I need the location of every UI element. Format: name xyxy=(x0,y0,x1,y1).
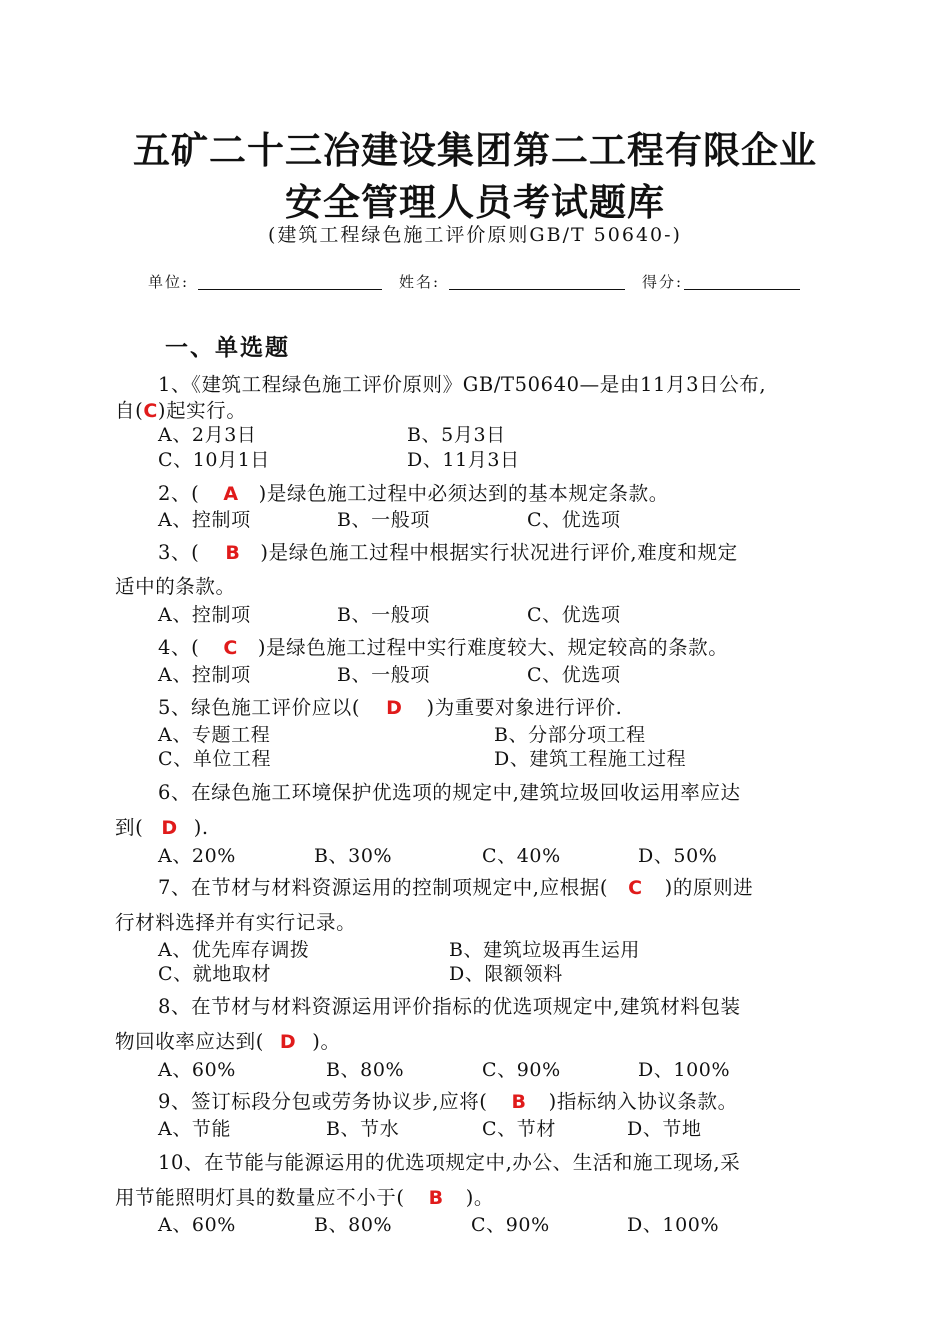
option-b: B、80% xyxy=(326,1059,405,1081)
answer-mark: C xyxy=(143,400,158,422)
answer-mark: D xyxy=(161,817,178,839)
option-c: C、单位工程 xyxy=(158,748,272,770)
option-c: C、10月1日 xyxy=(158,449,271,471)
option-b: B、分部分项工程 xyxy=(494,724,646,746)
answer-mark: B xyxy=(225,542,241,564)
option-d: D、50% xyxy=(638,845,718,867)
option-c: C、40% xyxy=(482,845,561,867)
answer-mark: D xyxy=(279,1031,297,1053)
answer-mark: B xyxy=(511,1091,527,1113)
option-a: A、60% xyxy=(158,1059,236,1081)
option-b: B、建筑垃圾再生运用 xyxy=(449,939,640,961)
option-a: A、20% xyxy=(158,845,236,867)
option-a: A、控制项 xyxy=(158,664,251,686)
question-3-continuation: 适中的条款。 xyxy=(115,575,236,598)
option-b: B、一般项 xyxy=(337,664,430,686)
option-a: A、节能 xyxy=(158,1118,232,1140)
option-c: C、优选项 xyxy=(527,509,621,531)
question-4-stem: 4、( C )是绿色施工过程中实行难度较大、规定较高的条款。 xyxy=(158,636,729,659)
name-label: 姓名: xyxy=(399,273,441,291)
option-d: D、建筑工程施工过程 xyxy=(494,748,687,770)
question-10-stem: 10、在节能与能源运用的优选项规定中,办公、生活和施工现场,采 xyxy=(158,1151,741,1174)
answer-mark: A xyxy=(223,483,239,505)
question-9-stem: 9、签订标段分包或劳务协议步,应将( B )指标纳入协议条款。 xyxy=(158,1090,738,1113)
question-8-continuation: 物回收率应达到( D )。 xyxy=(115,1030,341,1053)
answer-mark: C xyxy=(223,637,238,659)
question-2-stem: 2、( A )是绿色施工过程中必须达到的基本规定条款。 xyxy=(158,482,669,505)
option-d: D、限额领料 xyxy=(449,963,563,985)
option-d: D、100% xyxy=(638,1059,731,1081)
option-c: C、90% xyxy=(482,1059,561,1081)
option-b: B、节水 xyxy=(326,1118,400,1140)
option-d: D、11月3日 xyxy=(407,449,520,471)
option-b: B、5月3日 xyxy=(407,424,506,446)
section-heading: 一、单选题 xyxy=(165,334,290,361)
standard-reference: (建筑工程绿色施工评价原则GB/T 50640-) xyxy=(268,224,682,246)
option-a: A、优先库存调拨 xyxy=(158,939,310,961)
document-subtitle-title: 安全管理人员考试题库 xyxy=(285,180,665,224)
option-c: C、优选项 xyxy=(527,664,621,686)
question-7-continuation: 行材料选择并有实行记录。 xyxy=(115,911,357,934)
name-field[interactable] xyxy=(449,289,625,290)
option-a: A、控制项 xyxy=(158,509,251,531)
score-label: 得分: xyxy=(642,273,684,291)
option-a: A、60% xyxy=(158,1214,236,1236)
question-6-continuation: 到( D ). xyxy=(115,816,209,839)
answer-mark: C xyxy=(628,877,643,899)
question-7-stem: 7、在节材与材料资源运用的控制项规定中,应根据( C )的原则进 xyxy=(158,876,754,899)
option-d: D、节地 xyxy=(627,1118,702,1140)
question-1-continuation: 自(C)起实行。 xyxy=(115,399,247,422)
score-field[interactable] xyxy=(684,289,800,290)
question-3-stem: 3、( B )是绿色施工过程中根据实行状况进行评价,难度和规定 xyxy=(158,541,738,564)
option-c: C、节材 xyxy=(482,1118,556,1140)
question-10-continuation: 用节能照明灯具的数量应不小于( B )。 xyxy=(115,1186,495,1209)
option-a: A、控制项 xyxy=(158,604,251,626)
option-d: D、100% xyxy=(627,1214,720,1236)
question-1-stem: 1、《建筑工程绿色施工评价原则》GB/T50640—是由11月3日公布, xyxy=(158,373,767,396)
unit-label: 单位: xyxy=(148,273,190,291)
answer-mark: B xyxy=(428,1187,444,1209)
option-b: B、80% xyxy=(314,1214,393,1236)
option-c: C、90% xyxy=(471,1214,550,1236)
option-c: C、优选项 xyxy=(527,604,621,626)
option-a: A、专题工程 xyxy=(158,724,271,746)
document-title: 五矿二十三冶建设集团第二工程有限企业 xyxy=(133,128,817,172)
question-5-stem: 5、绿色施工评价应以( D )为重要对象进行评价. xyxy=(158,696,623,719)
option-b: B、一般项 xyxy=(337,604,430,626)
option-b: B、30% xyxy=(314,845,393,867)
answer-mark: D xyxy=(386,697,403,719)
option-a: A、2月3日 xyxy=(158,424,257,446)
unit-field[interactable] xyxy=(198,289,382,290)
option-c: C、就地取材 xyxy=(158,963,272,985)
question-8-stem: 8、在节材与材料资源运用评价指标的优选项规定中,建筑材料包装 xyxy=(158,995,741,1018)
question-6-stem: 6、在绿色施工环境保护优选项的规定中,建筑垃圾回收运用率应达 xyxy=(158,781,741,804)
option-b: B、一般项 xyxy=(337,509,430,531)
